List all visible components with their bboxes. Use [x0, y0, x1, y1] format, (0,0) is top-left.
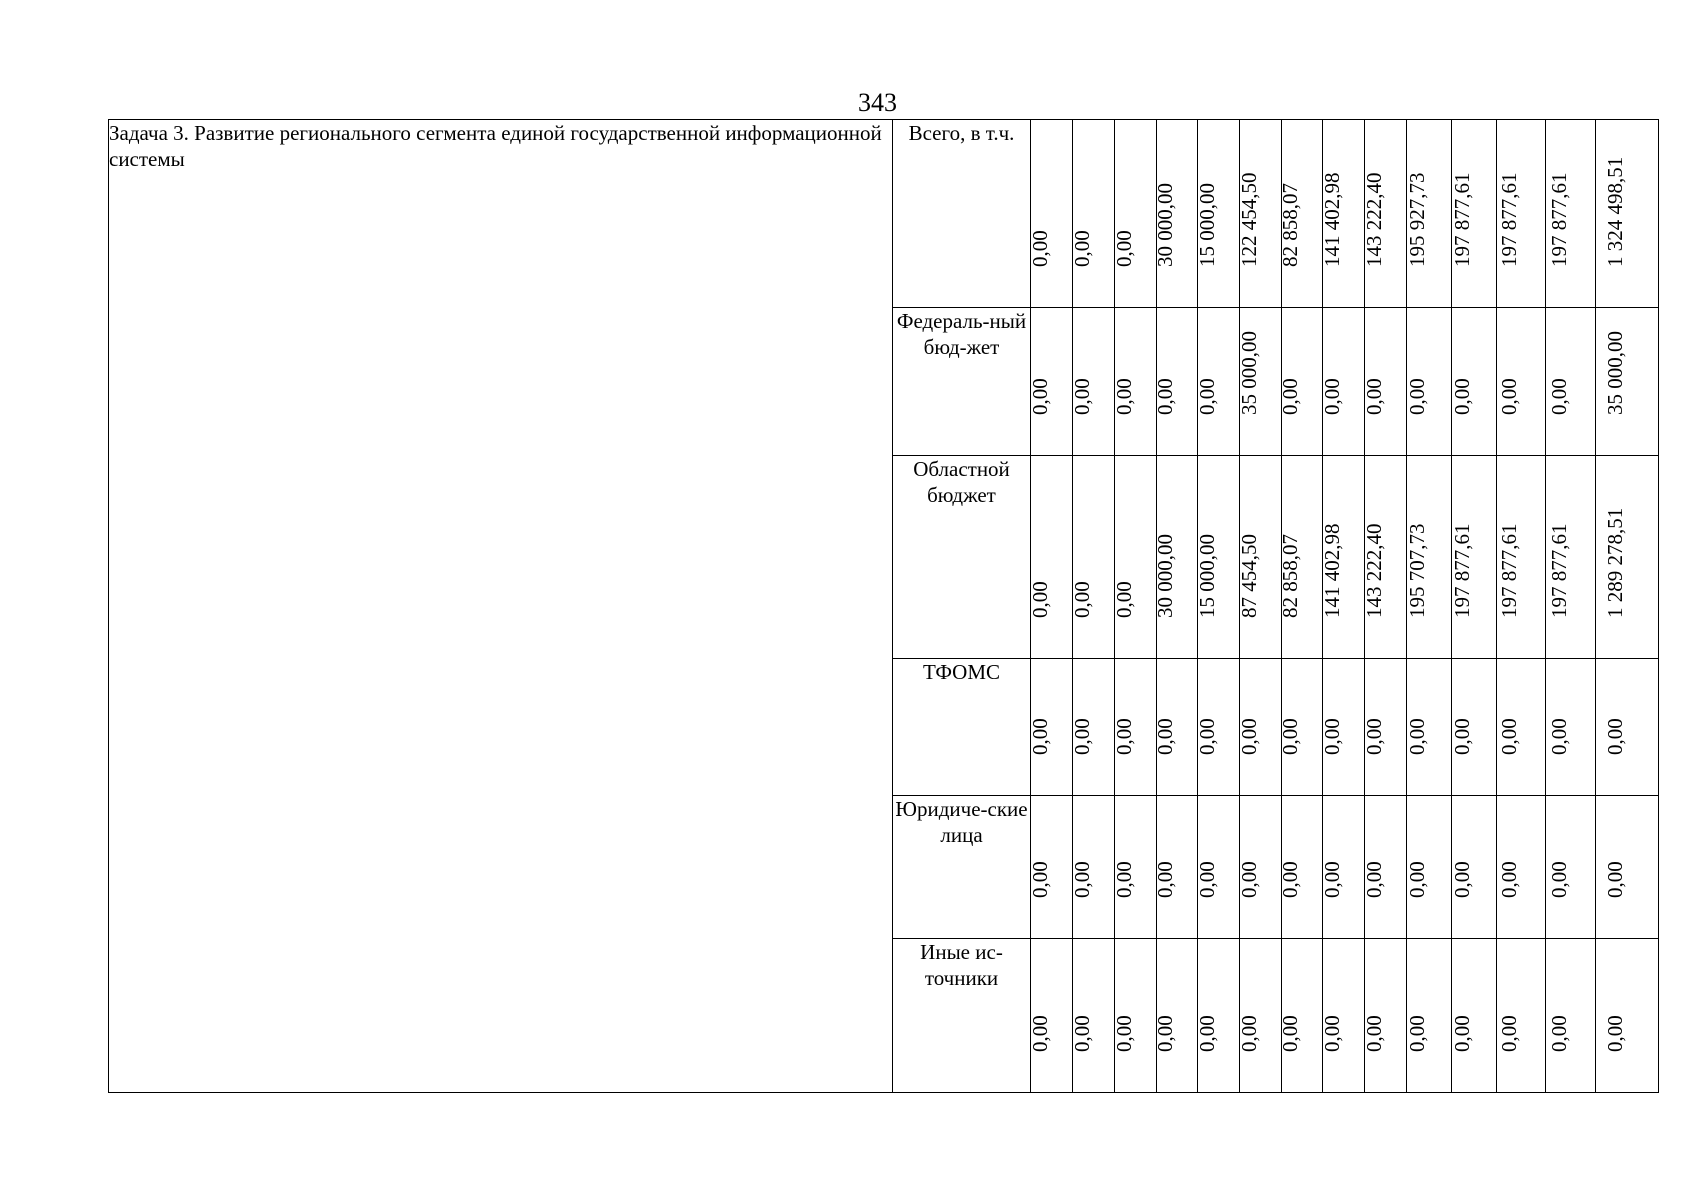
cell-value: 0,00 [1111, 861, 1136, 898]
value-cell [1596, 796, 1659, 939]
cell-value: 0,00 [1603, 1015, 1627, 1052]
value-cell [1194, 456, 1240, 659]
cell-value: 143 222,40 [1361, 172, 1386, 267]
value-cell [1153, 659, 1198, 796]
value-cell [1111, 796, 1157, 939]
cell-value: 0,00 [1153, 378, 1177, 415]
cell-value: 0,00 [1069, 378, 1094, 415]
value-cell [1407, 456, 1452, 659]
value-cell [1407, 120, 1452, 308]
cell-value: 35 000,00 [1236, 331, 1261, 415]
page-number: 343 [858, 88, 897, 117]
funding-source-label: Всего, в т.ч. [893, 120, 1031, 308]
cell-value: 195 927,73 [1405, 172, 1429, 267]
value-cell [1596, 659, 1659, 796]
cell-value: 0,00 [1497, 1015, 1521, 1052]
cell-value: 0,00 [1405, 1015, 1429, 1052]
value-cell [1027, 659, 1073, 796]
cell-value: 195 707,73 [1405, 523, 1429, 618]
value-cell [1027, 456, 1073, 659]
cell-value: 0,00 [1069, 230, 1094, 267]
value-cell [1361, 939, 1407, 1093]
value-cell [1596, 120, 1659, 308]
value-cell [1111, 659, 1157, 796]
cell-value: 0,00 [1361, 1015, 1386, 1052]
cell-value: 82 858,07 [1278, 534, 1302, 618]
value-cell [1153, 456, 1198, 659]
cell-value: 0,00 [1069, 861, 1094, 898]
task-label: Задача 3. Развитие регионального сегмента единой государственной информационной системы [109, 120, 893, 1093]
value-cell [1546, 796, 1596, 939]
cell-value: 0,00 [1027, 581, 1052, 618]
cell-value: 0,00 [1603, 861, 1627, 898]
cell-value: 0,00 [1278, 1015, 1302, 1052]
value-cell [1452, 939, 1497, 1093]
value-cell [1407, 659, 1452, 796]
value-cell [1407, 939, 1452, 1093]
cell-value: 0,00 [1319, 1015, 1344, 1052]
cell-value: 35 000,00 [1603, 331, 1627, 415]
cell-value: 0,00 [1111, 230, 1136, 267]
value-cell [1111, 456, 1157, 659]
value-cell [1153, 939, 1198, 1093]
cell-value: 15 000,00 [1194, 534, 1219, 618]
cell-value: 141 402,98 [1319, 172, 1344, 267]
cell-value: 0,00 [1236, 718, 1261, 755]
value-cell [1236, 659, 1282, 796]
cell-value: 82 858,07 [1278, 183, 1302, 267]
cell-value: 0,00 [1497, 718, 1521, 755]
cell-value: 0,00 [1278, 718, 1302, 755]
cell-value: 0,00 [1497, 378, 1521, 415]
cell-value: 0,00 [1111, 378, 1136, 415]
cell-value: 1 289 278,51 [1603, 507, 1627, 618]
cell-value: 0,00 [1405, 718, 1429, 755]
value-cell [1497, 308, 1546, 456]
cell-value: 197 877,61 [1450, 172, 1474, 267]
cell-value: 0,00 [1319, 378, 1344, 415]
value-cell [1194, 659, 1240, 796]
cell-value: 30 000,00 [1153, 183, 1177, 267]
value-cell [1153, 120, 1198, 308]
value-cell [1361, 308, 1407, 456]
cell-value: 0,00 [1603, 718, 1627, 755]
cell-value: 0,00 [1361, 861, 1386, 898]
cell-value: 0,00 [1027, 230, 1052, 267]
value-cell [1278, 659, 1323, 796]
value-cell [1546, 659, 1596, 796]
table-row [109, 120, 1659, 308]
funding-source-label: Иные ис-точники [893, 939, 1031, 1093]
value-cell [1111, 939, 1157, 1093]
funding-table [108, 119, 1659, 1093]
cell-value: 0,00 [1111, 581, 1136, 618]
value-cell [1069, 308, 1115, 456]
cell-value: 0,00 [1278, 861, 1302, 898]
value-cell [1278, 456, 1323, 659]
value-cell [1596, 308, 1659, 456]
cell-value: 0,00 [1069, 581, 1094, 618]
value-cell [1452, 308, 1497, 456]
cell-value: 0,00 [1546, 378, 1571, 415]
value-cell [1278, 796, 1323, 939]
cell-value: 141 402,98 [1319, 523, 1344, 618]
cell-value: 197 877,61 [1497, 523, 1521, 618]
value-cell [1069, 456, 1115, 659]
cell-value: 0,00 [1153, 1015, 1177, 1052]
value-cell [1497, 939, 1546, 1093]
cell-value: 197 877,61 [1546, 523, 1571, 618]
value-cell [1069, 120, 1115, 308]
cell-value: 0,00 [1546, 861, 1571, 898]
value-cell [1497, 456, 1546, 659]
cell-value: 15 000,00 [1194, 183, 1219, 267]
value-cell [1278, 308, 1323, 456]
value-cell [1452, 456, 1497, 659]
value-cell [1319, 796, 1365, 939]
cell-value: 0,00 [1497, 861, 1521, 898]
value-cell [1027, 308, 1073, 456]
value-cell [1361, 120, 1407, 308]
value-cell [1278, 939, 1323, 1093]
cell-value: 0,00 [1027, 378, 1052, 415]
cell-value: 0,00 [1236, 1015, 1261, 1052]
value-cell [1596, 456, 1659, 659]
value-cell [1236, 939, 1282, 1093]
value-cell [1278, 120, 1323, 308]
cell-value: 0,00 [1027, 1015, 1052, 1052]
funding-source-label: ТФОМС [893, 659, 1031, 796]
value-cell [1546, 308, 1596, 456]
cell-value: 0,00 [1194, 861, 1219, 898]
cell-value: 0,00 [1361, 378, 1386, 415]
cell-value: 0,00 [1111, 718, 1136, 755]
cell-value: 0,00 [1027, 861, 1052, 898]
value-cell [1407, 308, 1452, 456]
cell-value: 143 222,40 [1361, 523, 1386, 618]
value-cell [1546, 456, 1596, 659]
value-cell [1546, 939, 1596, 1093]
cell-value: 0,00 [1450, 718, 1474, 755]
cell-value: 0,00 [1069, 1015, 1094, 1052]
value-cell [1069, 659, 1115, 796]
value-cell [1319, 308, 1365, 456]
value-cell [1319, 939, 1365, 1093]
value-cell [1596, 939, 1659, 1093]
cell-value: 0,00 [1111, 1015, 1136, 1052]
funding-table-body [109, 120, 1659, 1093]
value-cell [1069, 796, 1115, 939]
value-cell [1153, 796, 1198, 939]
value-cell [1236, 308, 1282, 456]
cell-value: 0,00 [1361, 718, 1386, 755]
funding-source-label: Федераль-ный бюд-жет [893, 308, 1031, 456]
value-cell [1111, 308, 1157, 456]
value-cell [1407, 796, 1452, 939]
value-cell [1069, 939, 1115, 1093]
cell-value: 0,00 [1069, 718, 1094, 755]
value-cell [1319, 456, 1365, 659]
value-cell [1361, 796, 1407, 939]
value-cell [1452, 796, 1497, 939]
cell-value: 0,00 [1194, 1015, 1219, 1052]
value-cell [1319, 120, 1365, 308]
value-cell [1236, 796, 1282, 939]
value-cell [1111, 120, 1157, 308]
value-cell [1194, 308, 1240, 456]
cell-value: 0,00 [1546, 718, 1571, 755]
value-cell [1027, 939, 1073, 1093]
value-cell [1027, 796, 1073, 939]
cell-value: 0,00 [1450, 1015, 1474, 1052]
cell-value: 0,00 [1319, 861, 1344, 898]
value-cell [1497, 796, 1546, 939]
value-cell [1319, 659, 1365, 796]
cell-value: 0,00 [1194, 378, 1219, 415]
value-cell [1452, 120, 1497, 308]
cell-value: 87 454,50 [1236, 534, 1261, 618]
cell-value: 122 454,50 [1236, 172, 1261, 267]
cell-value: 197 877,61 [1497, 172, 1521, 267]
cell-value: 0,00 [1319, 718, 1344, 755]
cell-value: 0,00 [1450, 378, 1474, 415]
value-cell [1361, 659, 1407, 796]
cell-value: 0,00 [1153, 861, 1177, 898]
cell-value: 0,00 [1194, 718, 1219, 755]
cell-value: 0,00 [1027, 718, 1052, 755]
cell-value: 0,00 [1236, 861, 1261, 898]
value-cell [1194, 796, 1240, 939]
value-cell [1361, 456, 1407, 659]
value-cell [1497, 659, 1546, 796]
cell-value: 197 877,61 [1546, 172, 1571, 267]
funding-source-label: Юридиче-ские лица [893, 796, 1031, 939]
cell-value: 0,00 [1546, 1015, 1571, 1052]
cell-value: 0,00 [1405, 861, 1429, 898]
value-cell [1194, 939, 1240, 1093]
value-cell [1236, 120, 1282, 308]
cell-value: 0,00 [1450, 861, 1474, 898]
funding-source-label: Областной бюджет [893, 456, 1031, 659]
value-cell [1546, 120, 1596, 308]
cell-value: 197 877,61 [1450, 523, 1474, 618]
value-cell [1027, 120, 1073, 308]
cell-value: 30 000,00 [1153, 534, 1177, 618]
value-cell [1236, 456, 1282, 659]
cell-value: 0,00 [1153, 718, 1177, 755]
value-cell [1194, 120, 1240, 308]
value-cell [1497, 120, 1546, 308]
cell-value: 1 324 498,51 [1603, 156, 1627, 267]
value-cell [1153, 308, 1198, 456]
cell-value: 0,00 [1405, 378, 1429, 415]
cell-value: 0,00 [1278, 378, 1302, 415]
value-cell [1452, 659, 1497, 796]
